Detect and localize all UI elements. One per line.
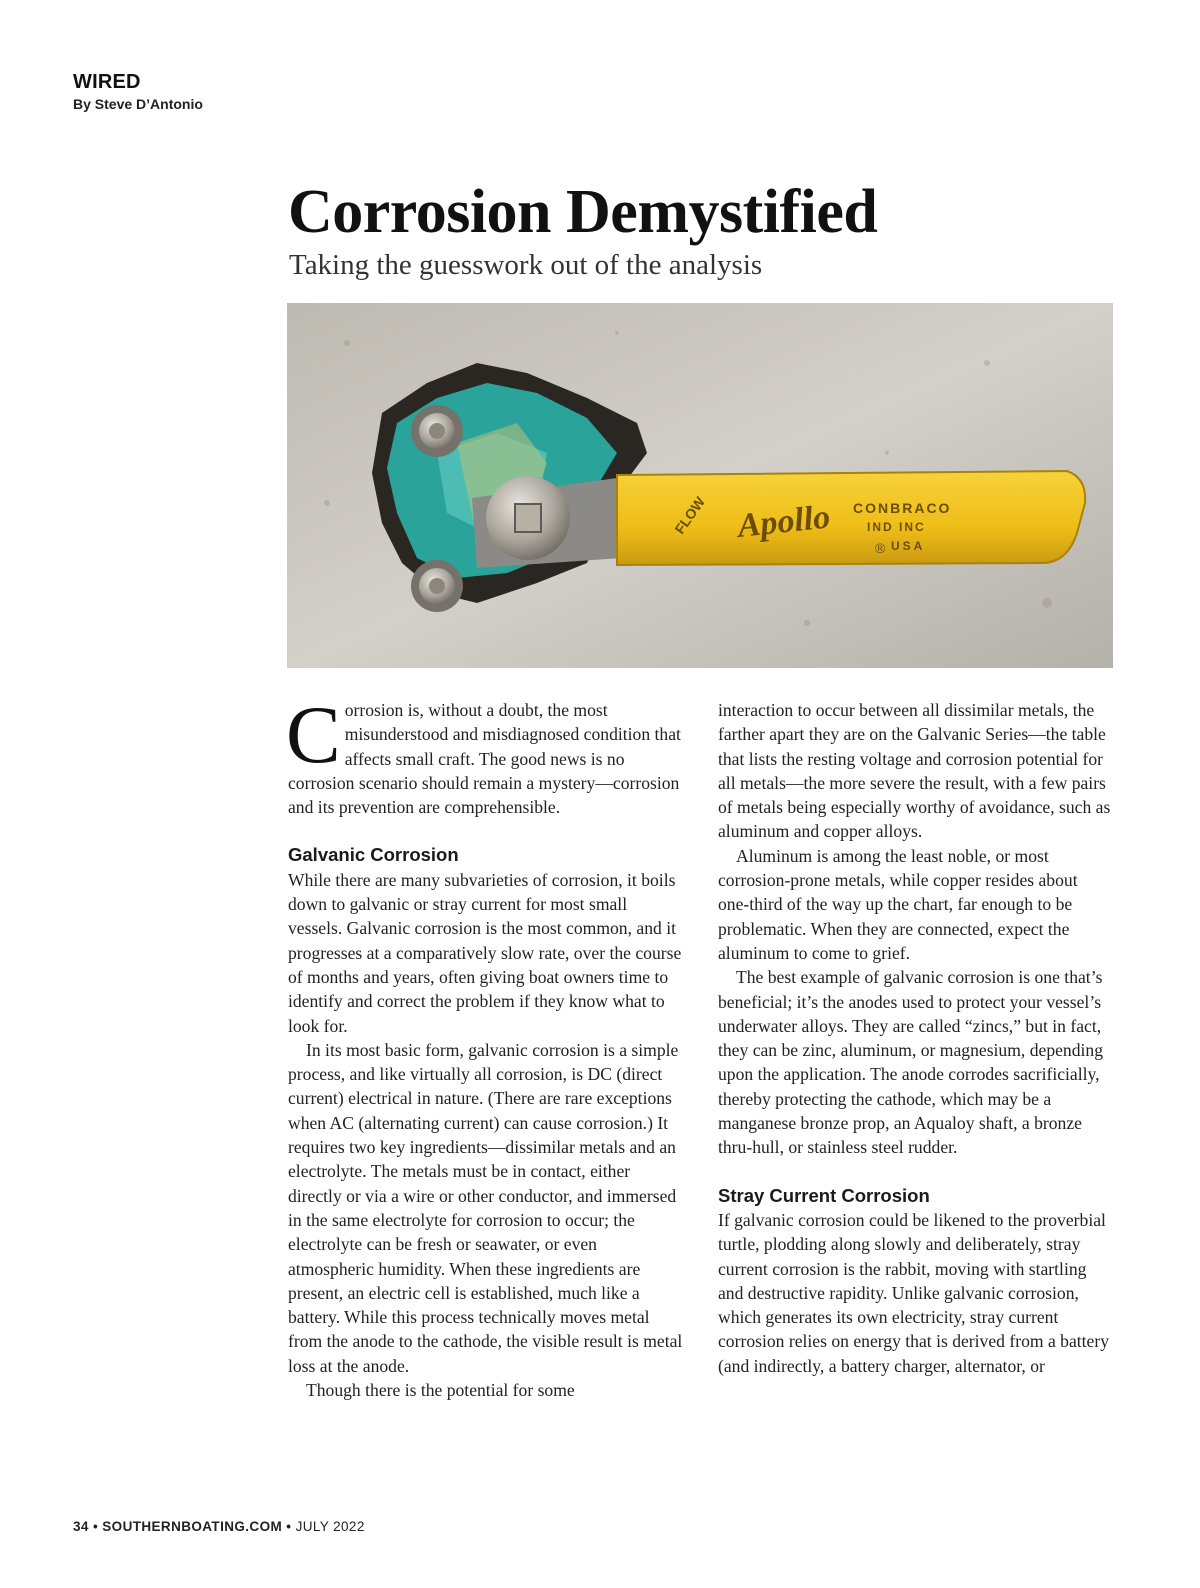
article-photo [287,303,1113,668]
article-subtitle: Taking the guesswork out of the analysis [289,249,763,281]
article-title: Corrosion Demystified [288,178,878,246]
body-paragraph: In its most basic form, galvanic corrosion is a simple process, and like virtually all corrosion, is DC (direct current) electrical in nature. (There are rare exceptions when AC (alternating current) can cause corrosion.) It requires two key ingredients—dissimilar metals and an electrolyte. The metals must be in contact, either directly or via a wire or other conductor, and immersed in the same electrolyte for corrosion to occur; the electrolyte can be fresh or seawater, or even atmospheric humidity. When these ingredients are present, an electric cell is established, much like a battery. While this process technically moves metal from the anode to the cathode, the visible result is metal loss at the anode. [288,1039,683,1376]
handle-flow-text: FLOW [671,493,709,537]
section-heading-stray: Stray Current Corrosion [718,1184,930,1206]
handle-maker-2: IND INC [867,520,926,534]
footer-separator: • [286,1519,292,1534]
drop-cap: C [286,689,341,780]
handle-brand-text: Apollo [735,498,832,545]
section-label: WIRED [73,71,141,93]
intro-paragraph: Corrosion is, without a doubt, the most misunderstood and misdiagnosed condition that affects small craft. The good news is no corrosion scenario should remain a mystery—corrosion and its prevention are comprehensible. [286,689,681,818]
body-paragraph: Aluminum is among the least noble, or most corrosion-prone metals, while copper resides about one-third of the way up the chart, far enough to be problematic. When they are connected, expect the aluminum to come to grief. [718,845,1078,963]
footer-separator: • [92,1519,99,1534]
masthead [73,70,203,114]
body-paragraph: Though there is the potential for some [306,1380,575,1401]
body-column-left [286,689,683,1402]
bolt-bottom [411,560,463,612]
body-paragraph: If galvanic corrosion could be likened to the proverbial turtle, plodding along slowly and deliberately, stray current corrosion is the rabbit, moving with startling and destructive rapidity. Unlike galvanic corrosion, which generates its own electricity, stray current corrosion relies on energy that is derived from a battery (and indirectly, a battery charger, alternator, or [718,1209,1110,1376]
page-footer [73,1519,365,1534]
bolt-top [411,405,463,457]
section-heading-galvanic: Galvanic Corrosion [288,844,459,866]
corroded-valve-photo [287,303,1113,668]
footer-issue: JULY 2022 [295,1519,365,1534]
body-paragraph: While there are many subvarieties of corrosion, it boils down to galvanic or stray current for most small vessels. Galvanic corrosion is the most common, and it progresses at a comparatively slow rate, over the course of months and years, often giving boat owners time to identify and correct the problem if they know what to look for. [288,869,682,1036]
footer-site: SOUTHERNBOATING.COM [102,1519,283,1534]
page-number: 34 [73,1519,89,1534]
body-paragraph: interaction to occur between all dissimilar metals, the farther apart they are on the Galvanic Series—the table that lists the resting voltage and corrosion potential for all metals—the more severe the result, with a few pairs of metals being especially worthy of avoidance, such as aluminum and copper alloys. [718,700,1111,842]
handle-reg-mark: ® [875,540,886,556]
handle-maker-3: USA [891,539,926,553]
body-column-right [718,698,1113,1378]
body-paragraph: The best example of galvanic corrosion is one that’s beneficial; it’s the anodes used to protect your vessel’s underwater alloys. They are called “zincs,” but in fact, they can be zinc, aluminum, or magnesium, depending upon the application. The anode corrodes sacrificially, thereby protecting the cathode, which may be a manganese bronze prop, an Aqualoy shaft, a bronze thru-hull, or stainless steel rudder. [718,967,1104,1158]
byline: By Steve D’Antonio [73,96,203,112]
handle-maker-1: CONBRACO [853,500,952,516]
